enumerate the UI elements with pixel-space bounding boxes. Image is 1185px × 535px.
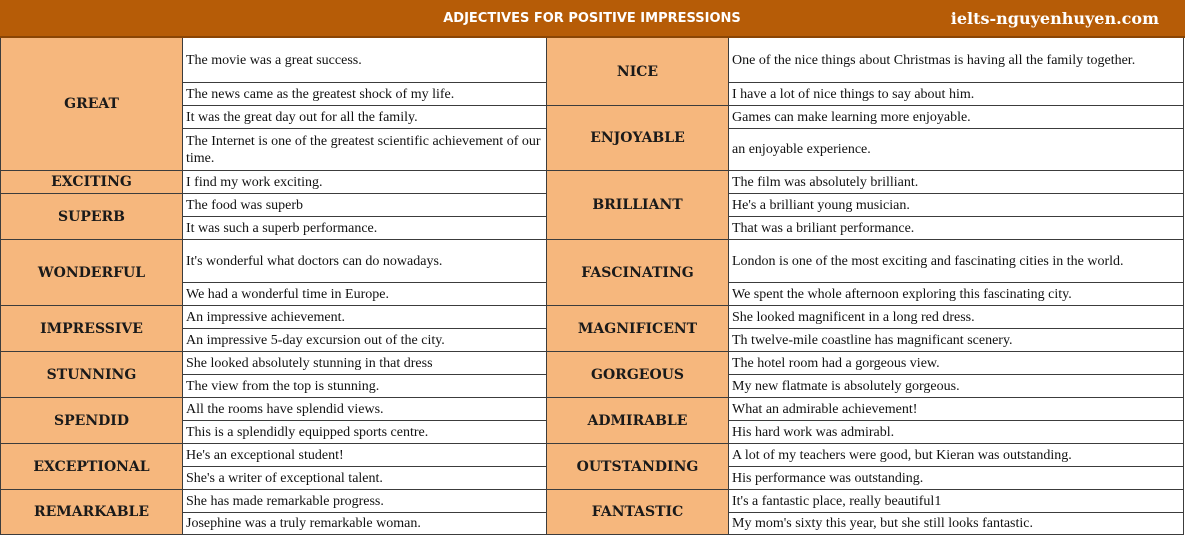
adjective-cell-text: IMPRESSIVE — [40, 320, 143, 337]
example-cell-text: An impressive achievement. — [186, 309, 346, 325]
adjective-cell — [547, 171, 729, 240]
adjective-cell — [547, 444, 729, 490]
adjective-cell — [1, 490, 183, 535]
example-cell — [729, 83, 1184, 106]
example-cell-text: She looked absolutely stunning in that dress — [186, 355, 433, 371]
example-cell-text: The hotel room had a gorgeous view. — [732, 355, 940, 371]
example-cell-text: Th twelve-mile coastline has magnificant scenery. — [732, 332, 1013, 348]
example-cell — [183, 129, 547, 171]
adjective-cell-text: GREAT — [64, 96, 119, 112]
adjective-cell — [547, 306, 729, 352]
example-cell-text: All the rooms have splendid views. — [186, 401, 384, 417]
example-cell-text: What an admirable achievement! — [732, 401, 918, 417]
example-cell-text: His hard work was admirabl. — [732, 424, 895, 440]
example-cell — [183, 283, 547, 306]
example-cell-text: Josephine was a truly remarkable woman. — [186, 516, 421, 531]
adjective-cell-text: BRILLIANT — [592, 197, 683, 213]
adjective-cell — [547, 352, 729, 398]
example-cell-text: It's wonderful what doctors can do nowadays. — [186, 253, 443, 269]
example-cell — [729, 217, 1184, 240]
adjective-cell — [1, 306, 183, 352]
example-cell-text: I have a lot of nice things to say about him. — [732, 86, 975, 102]
example-cell — [729, 513, 1184, 535]
example-cell — [729, 306, 1184, 329]
adjective-cell-text: SUPERB — [58, 208, 125, 225]
adjective-cell-text: EXCITING — [51, 174, 132, 190]
example-cell — [729, 467, 1184, 490]
example-cell — [183, 421, 547, 444]
example-cell-text: An impressive 5-day excursion out of the city. — [186, 332, 445, 348]
example-cell — [183, 106, 547, 129]
adjective-cell-text: STUNNING — [46, 366, 137, 383]
example-cell — [729, 329, 1184, 352]
example-cell — [183, 306, 547, 329]
adjective-cell — [547, 106, 729, 171]
example-cell-text: We spent the whole afternoon exploring this fascinating city. — [732, 286, 1072, 302]
example-cell — [183, 375, 547, 398]
adjective-cell — [1, 194, 183, 240]
example-cell-text: It's a fantastic place, really beautiful1 — [732, 493, 942, 509]
example-cell — [183, 194, 547, 217]
example-cell-text: The movie was a great success. — [186, 52, 362, 68]
adjective-cell-text: OUTSTANDING — [576, 458, 699, 475]
example-cell — [729, 421, 1184, 444]
title-banner — [0, 0, 1185, 38]
example-cell — [729, 398, 1184, 421]
example-cell-text: His performance was outstanding. — [732, 470, 924, 486]
adjective-cell — [1, 240, 183, 306]
example-cell-text: He's a brilliant young musician. — [732, 197, 910, 213]
example-cell — [183, 171, 547, 194]
example-cell-text: Games can make learning more enjoyable. — [732, 109, 971, 125]
adjective-cell — [1, 444, 183, 490]
adjective-cell — [1, 171, 183, 194]
example-cell-text: The film was absolutely brilliant. — [732, 174, 919, 190]
example-cell — [729, 106, 1184, 129]
example-cell-text: My new flatmate is absolutely gorgeous. — [732, 378, 960, 394]
example-cell-text: My mom's sixty this year, but she still looks fantastic. — [732, 516, 1033, 531]
adjective-cell — [1, 352, 183, 398]
adjective-cell — [1, 38, 183, 171]
example-cell — [183, 352, 547, 375]
example-cell — [729, 283, 1184, 306]
adjective-cell — [547, 240, 729, 306]
example-cell — [729, 38, 1184, 83]
example-cell — [729, 444, 1184, 467]
example-cell-text: London is one of the most exciting and fascinating cities in the world. — [732, 253, 1124, 269]
example-cell — [183, 83, 547, 106]
example-cell-text: We had a wonderful time in Europe. — [186, 286, 389, 302]
adjective-cell — [1, 398, 183, 444]
example-cell — [729, 129, 1184, 171]
example-cell — [183, 38, 547, 83]
adjective-cell-text: MAGNIFICENT — [577, 320, 698, 337]
example-cell-text: I find my work exciting. — [186, 174, 323, 190]
example-cell-text: She looked magnificent in a long red dress. — [732, 309, 975, 325]
example-cell-text: The news came as the greatest shock of my life. — [186, 86, 455, 102]
adjective-cell — [547, 398, 729, 444]
adjective-cell-text: REMARKABLE — [33, 504, 150, 520]
example-cell-text: He's an exceptional student! — [186, 447, 344, 463]
example-cell — [729, 490, 1184, 513]
example-cell — [183, 398, 547, 421]
adjective-cell-text: NICE — [616, 63, 659, 80]
example-cell-text: This is a splendidly equipped sports centre. — [186, 424, 429, 440]
adjective-cell-text: WONDERFUL — [37, 264, 146, 281]
example-cell — [183, 329, 547, 352]
example-cell-text: That was a briliant performance. — [732, 220, 915, 236]
example-cell-text: The food was superb — [186, 197, 304, 213]
example-cell-text: She has made remarkable progress. — [186, 493, 384, 509]
example-cell — [729, 375, 1184, 398]
example-cell — [729, 171, 1184, 194]
example-cell — [183, 490, 547, 513]
adjective-cell — [547, 38, 729, 106]
example-cell-text: It was the great day out for all the family. — [186, 109, 418, 125]
adjective-cell-text: SPENDID — [54, 412, 129, 429]
example-cell — [183, 240, 547, 283]
adjective-cell-text: FASCINATING — [581, 264, 694, 281]
site-name: ielts-nguyenhuyen.com — [950, 9, 1159, 28]
adjective-cell-text: GORGEOUS — [591, 366, 684, 383]
example-cell — [183, 513, 547, 535]
adjective-cell-text: ENJOYABLE — [590, 130, 685, 146]
example-cell-text: It was such a superb performance. — [186, 220, 378, 236]
adjective-cell-text: EXCEPTIONAL — [33, 458, 150, 475]
example-cell — [183, 467, 547, 490]
example-cell — [183, 444, 547, 467]
example-cell-text: One of the nice things about Christmas is having all the family together. — [732, 52, 1136, 68]
example-cell-text: A lot of my teachers were good, but Kieran was outstanding. — [732, 447, 1072, 463]
example-cell — [183, 217, 547, 240]
example-cell — [729, 194, 1184, 217]
example-cell — [729, 352, 1184, 375]
example-cell — [729, 240, 1184, 283]
page-title: ADJECTIVES FOR POSITIVE IMPRESSIONS — [443, 11, 741, 26]
example-cell-text: The view from the top is stunning. — [186, 378, 380, 394]
example-cell-text: The Internet is one of the greatest scientific achievement of our time. — [186, 133, 541, 166]
adjective-cell-text: ADMIRABLE — [587, 412, 688, 429]
adjective-cell — [547, 490, 729, 535]
example-cell-text: an enjoyable experience. — [732, 142, 871, 157]
adjective-cell-text: FANTASTIC — [591, 504, 684, 520]
example-cell-text: She's a writer of exceptional talent. — [186, 470, 383, 486]
